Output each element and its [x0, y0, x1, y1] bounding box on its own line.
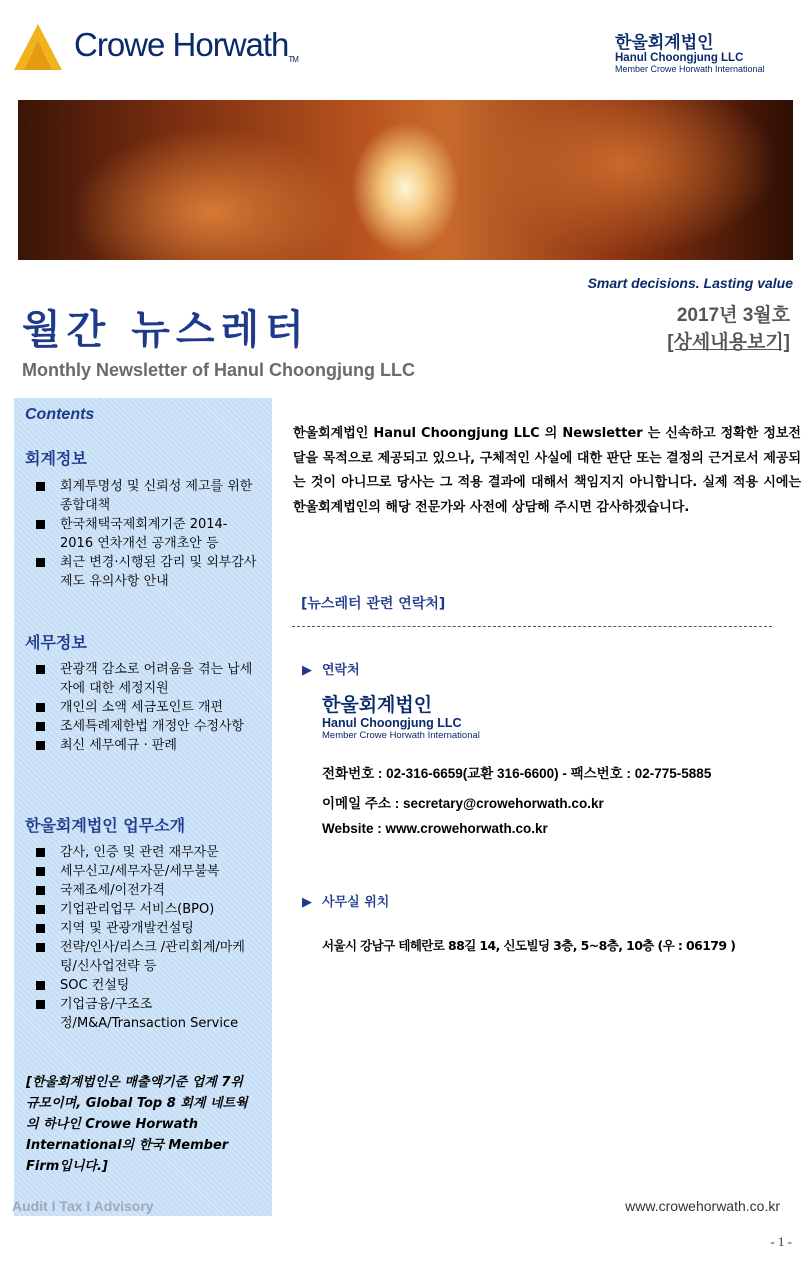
list-item[interactable]: 관광객 감소로 어려움을 겪는 납세자에 대한 세정지원	[36, 660, 258, 698]
section-heading-accounting: 회계정보	[25, 449, 87, 468]
firm-english-name: Hanul Choongjung LLC	[615, 52, 744, 64]
triangle-right-icon: ▶	[302, 663, 312, 678]
tagline: Smart decisions. Lasting value	[587, 275, 793, 291]
list-item: 전략/인사/리스크 /관리회계/마케팅/신사업전략 등	[36, 938, 258, 976]
logo-wordmark: Crowe HorwathTM	[74, 26, 298, 64]
crowe-logo-icon	[12, 22, 64, 72]
list-item[interactable]: 한국채택국제회계기준 2014-2016 연차개선 공개초안 등	[36, 515, 258, 553]
firm-member-line: Member Crowe Horwath International	[615, 64, 765, 74]
footer-url[interactable]: www.crowehorwath.co.kr	[625, 1198, 780, 1214]
office-label-row	[302, 891, 389, 910]
office-address: 서울시 강남구 테헤란로 88길 14, 신도빌딩 3층, 5~8층, 10층 (우 : 06179 )	[322, 938, 736, 953]
contact-firm-member: Member Crowe Horwath International	[322, 730, 480, 741]
contact-firm-korean: 한울회계법인	[322, 695, 433, 716]
list-item[interactable]: 최신 세무예규 · 판례	[36, 736, 258, 755]
page-title: 월간 뉴스레터	[22, 307, 310, 353]
section-heading-tax: 세무정보	[25, 633, 87, 652]
disclaimer-paragraph: 한울회계법인 Hanul Choongjung LLC 의 Newsletter 는 신속하고 정확한 정보전달을 목적으로 제공되고 있으나, 구체적인 사실에 대한 판단 또는 결정의 근거로서 제공되는 것이 아니므로 당사는 그 적용 결과에 대해서 책임지지 아니합니다. 실제 적용 시에는 한울회계법인의 해당 전문가와 사전에 상담해 주시면 감사하겠습니다.	[293, 426, 801, 515]
service-lines-footer: Audit I Tax I Advisory	[12, 1198, 154, 1214]
issue-date: 2017년 3월호	[676, 305, 790, 326]
page-number: - 1 -	[770, 1234, 792, 1249]
issue-block	[667, 302, 790, 356]
contact-label-row	[302, 659, 360, 678]
contents-heading: Contents	[25, 406, 95, 423]
website-line[interactable]: Website : www.crowehorwath.co.kr	[322, 821, 548, 836]
contact-label: 연락처	[322, 663, 360, 678]
list-item: 감사, 인증 및 관련 재무자문	[36, 843, 258, 862]
list-item: 기업금융/구조조정/M&A/Transaction Service	[36, 995, 258, 1033]
triangle-right-icon: ▶	[302, 895, 312, 910]
phone-fax-line: 전화번호 : 02-316-6659(교환 316-6600) - 팩스번호 : 02-775-5885	[322, 766, 712, 781]
dashed-divider	[292, 626, 772, 627]
detail-link[interactable]: [상세내용보기]	[667, 332, 790, 353]
list-item: 기업관리업무 서비스(BPO)	[36, 900, 258, 919]
list-item: 국제조세/이전가격	[36, 881, 258, 900]
list-item: 지역 및 관광개발컨설팅	[36, 919, 258, 938]
firm-korean-name: 한울회계법인	[615, 33, 714, 52]
section-heading-services: 한울회계법인 업무소개	[25, 816, 186, 835]
firm-logo	[615, 34, 765, 75]
contact-heading: [뉴스레터 관련 연락처]	[301, 596, 446, 612]
canyon-banner-image	[18, 100, 793, 260]
list-item[interactable]: 회계투명성 및 신뢰성 제고를 위한 종합대책	[36, 477, 258, 515]
logo-tm: TM	[288, 55, 298, 64]
contact-firm-logo	[322, 696, 480, 742]
list-item[interactable]: 최근 변경·시행된 감리 및 외부감사 제도 유의사항 안내	[36, 553, 258, 591]
list-item: 세무신고/세무자문/세무불복	[36, 862, 258, 881]
list-item[interactable]: 개인의 소액 세금포인트 개편	[36, 698, 258, 717]
accounting-list	[36, 477, 258, 591]
office-label: 사무실 위치	[322, 895, 390, 910]
contact-firm-english: Hanul Choongjung LLC	[322, 716, 462, 730]
page-subtitle: Monthly Newsletter of Hanul Choongjung LLC	[22, 360, 415, 380]
firm-note: [한울회계법인은 매출액기준 업계 7위 규모이며, Global Top 8 회계 네트웍의 하나인 Crowe Horwath International의 한국 Member Firm입니다.]	[26, 1075, 248, 1174]
email-line[interactable]: 이메일 주소 : secretary@crowehorwath.co.kr	[322, 796, 604, 811]
tax-list	[36, 660, 258, 755]
services-list	[36, 843, 258, 1033]
list-item: SOC 컨설팅	[36, 976, 258, 995]
list-item[interactable]: 조세특례제한법 개정안 수정사항	[36, 717, 258, 736]
